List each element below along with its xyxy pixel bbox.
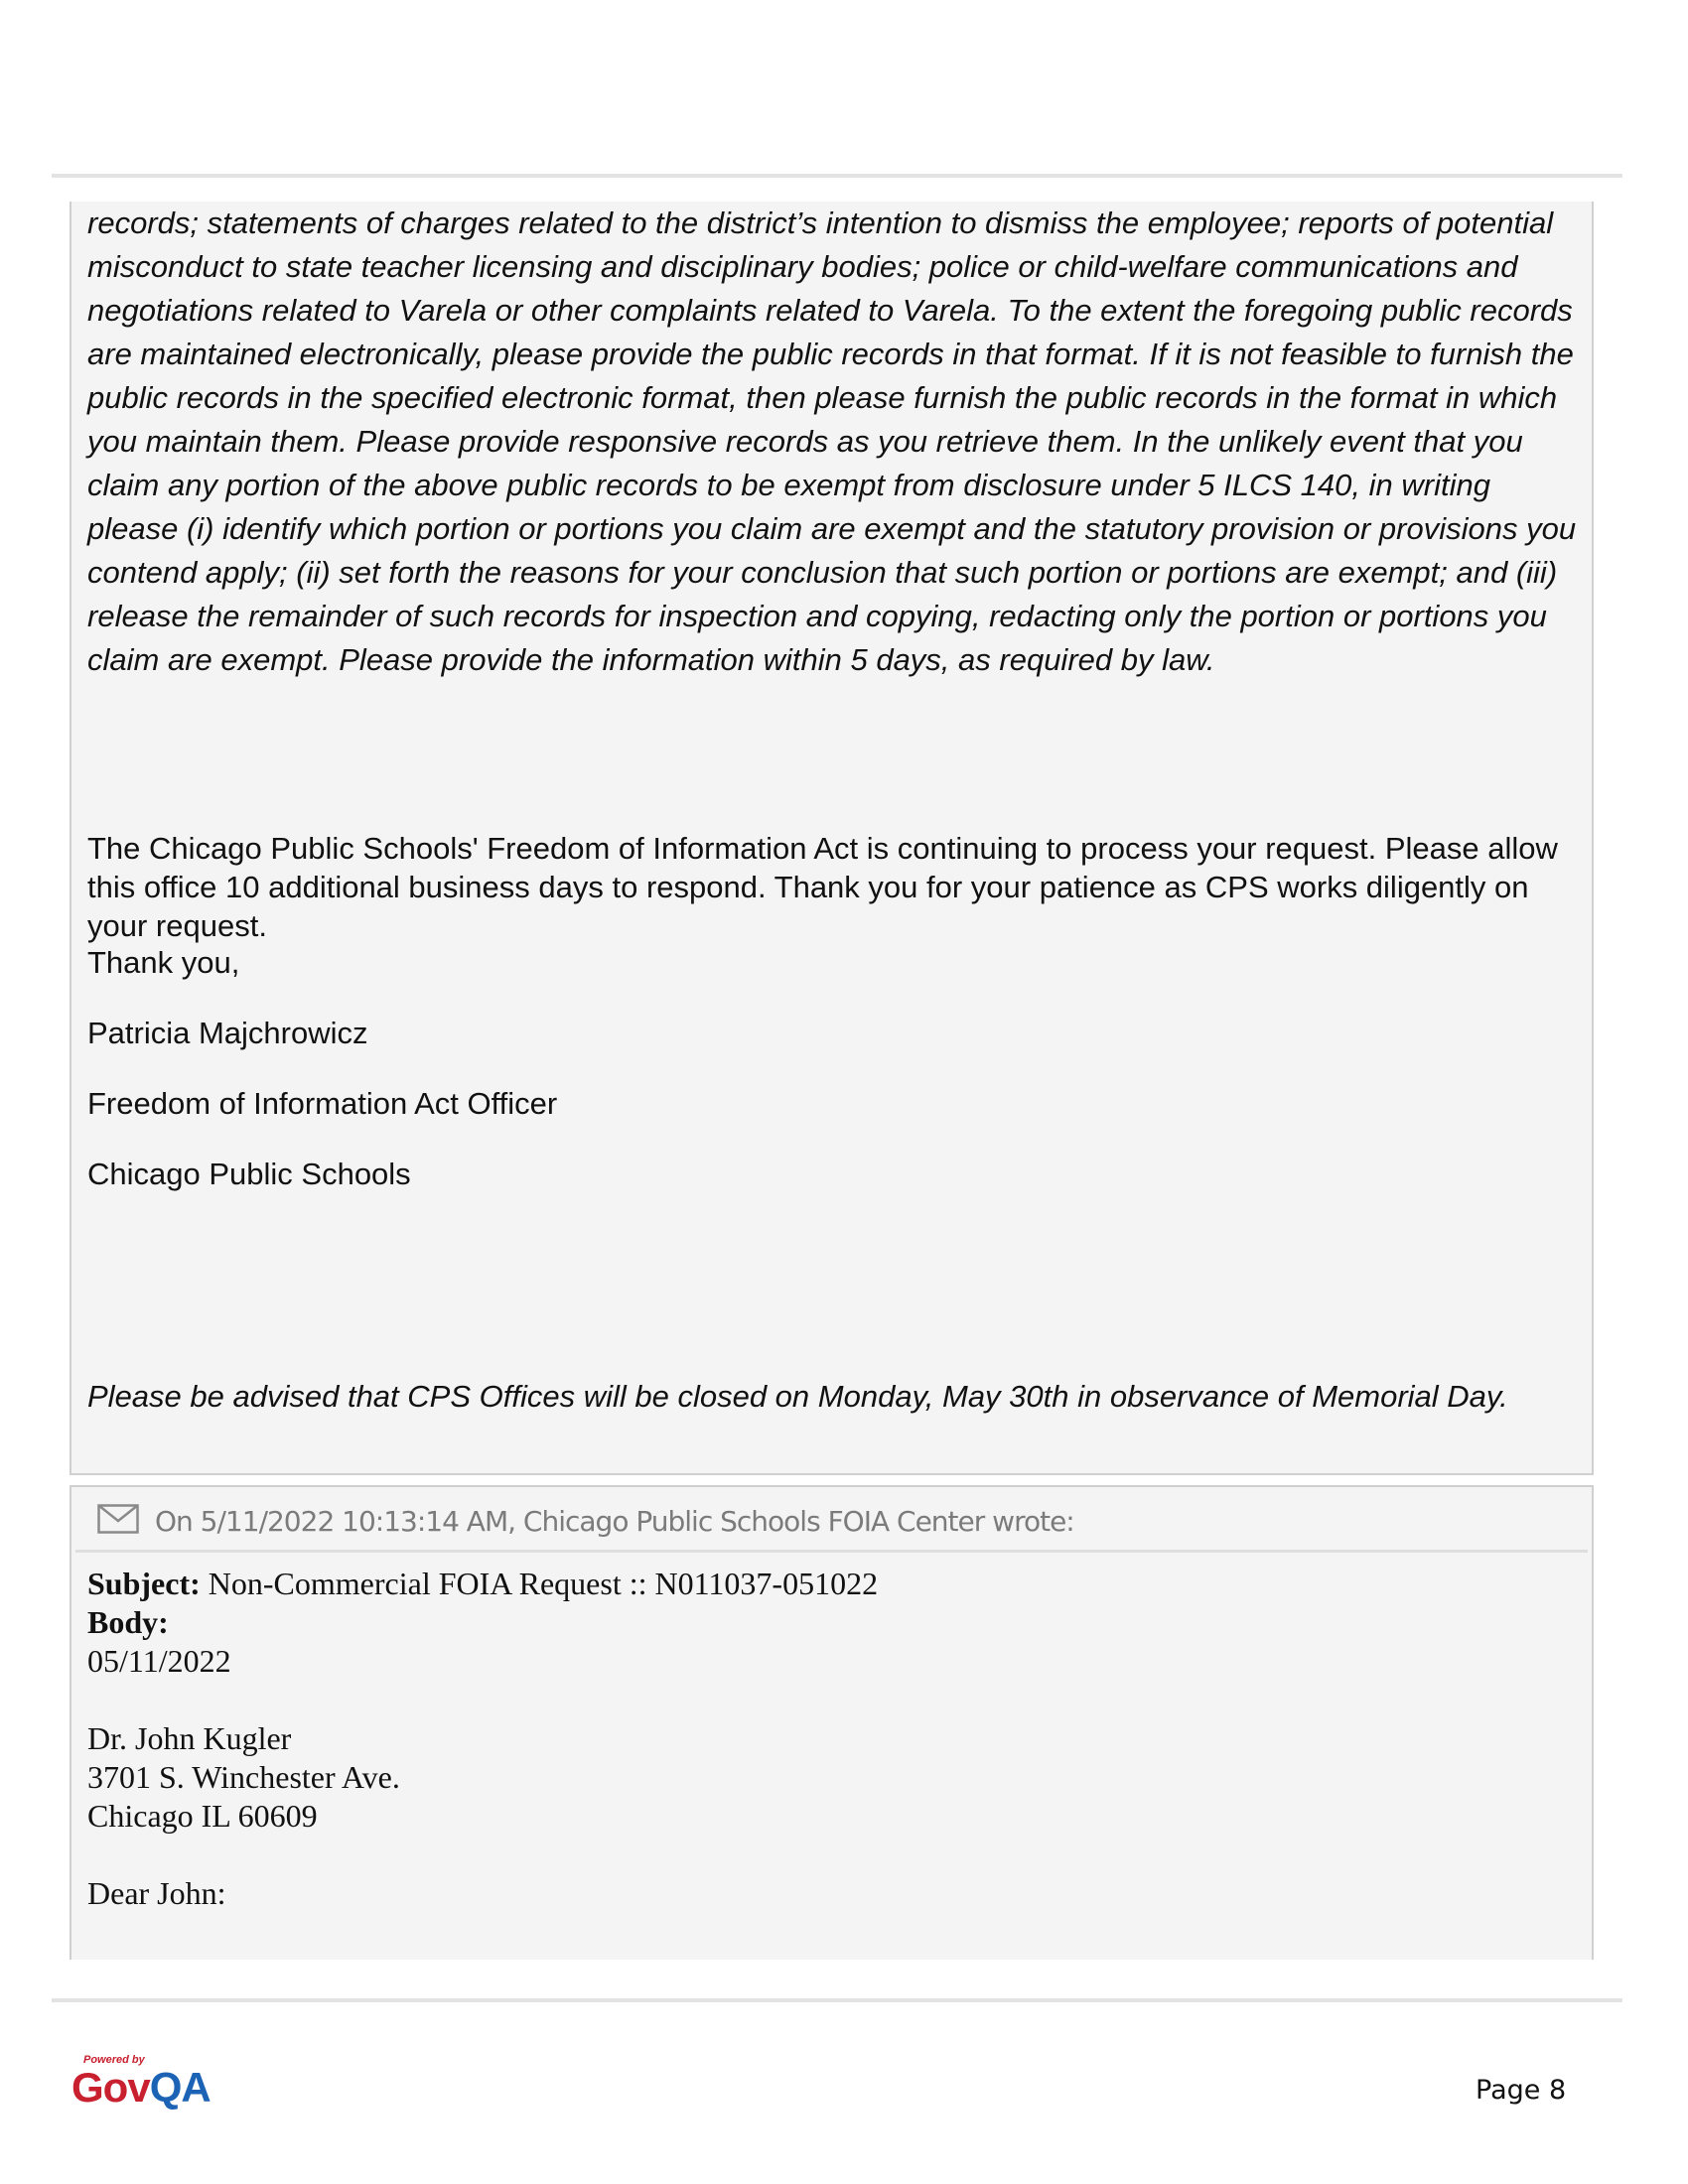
logo-wordmark: [71, 2064, 211, 2112]
address-name: Dr. John Kugler: [87, 1720, 292, 1756]
salutation: Dear John:: [87, 1875, 226, 1911]
message-panel-previous: [70, 1485, 1594, 1960]
logo-gov: Gov: [71, 2064, 150, 2111]
body-label: Body:: [87, 1604, 169, 1640]
signature-name: Patricia Majchrowicz: [87, 1016, 368, 1050]
address-street: 3701 S. Winchester Ave.: [87, 1759, 400, 1795]
signature-organization: Chicago Public Schools: [87, 1157, 411, 1191]
body-line: [87, 1603, 1577, 1642]
header-divider: [52, 174, 1622, 178]
processing-status-text: The Chicago Public Schools' Freedom of Information Act is continuing to process your request. Please allow this office 10 additional business days to respond. Thank you for your patience as CPS works diligently on your request.: [87, 831, 1558, 943]
letter-date: 05/11/2022: [87, 1643, 231, 1679]
previous-message-header-text: On 5/11/2022 10:13:14 AM, Chicago Public Schools FOIA Center wrote:: [155, 1505, 1074, 1538]
footer-divider: [52, 1998, 1622, 2002]
logo-qa: QA: [149, 2064, 211, 2111]
subject-value: Non-Commercial FOIA Request :: N011037-051022: [208, 1566, 879, 1601]
blank-line: [87, 1836, 1577, 1874]
page-number: Page 8: [1476, 2075, 1567, 2106]
office-closure-notice: Please be advised that CPS Offices will be closed on Monday, May 30th in observance of Memorial Day.: [87, 1379, 1508, 1414]
envelope-icon: [97, 1504, 139, 1534]
blank-line: [87, 1681, 1577, 1719]
subject-label: Subject:: [87, 1566, 201, 1601]
message-panel-current: [70, 202, 1594, 1475]
previous-message-body: [87, 1565, 1577, 1913]
subject-line: [87, 1565, 1577, 1603]
address-city: Chicago IL 60609: [87, 1798, 318, 1834]
logo-powered-by: Powered by: [83, 2054, 145, 2066]
signature-closing: Thank you,: [87, 945, 240, 980]
previous-message-header[interactable]: [75, 1491, 1588, 1553]
govqa-logo: [71, 2054, 211, 2114]
signature-title: Freedom of Information Act Officer: [87, 1086, 558, 1121]
request-text: records; statements of charges related to the district’s intention to dismiss the employee; reports of potential misconduct to state teacher licensing and disciplinary bodies; police or child-welfare communications and negotiations related to Varela or other complaints related to Varela. To the extent the foregoing public records are maintained electronically, please provide the public records in that format. If it is not feasible to furnish the public records in the specified electronic format, then please furnish the public records in the format in which you maintain them. Please provide responsive records as you retrieve them. In the unlikely event that you claim any portion of the above public records to be exempt from disclosure under 5 ILCS 140, in writing please (i) identify which portion or portions you claim are exempt and the statutory provision or provisions you contend apply; (ii) set forth the reasons for your conclusion that such portion or portions are exempt; and (iii) release the remainder of such records for inspection and copying, redacting only the portion or portions you claim are exempt. Please provide the information within 5 days, as required by law.: [87, 205, 1577, 677]
